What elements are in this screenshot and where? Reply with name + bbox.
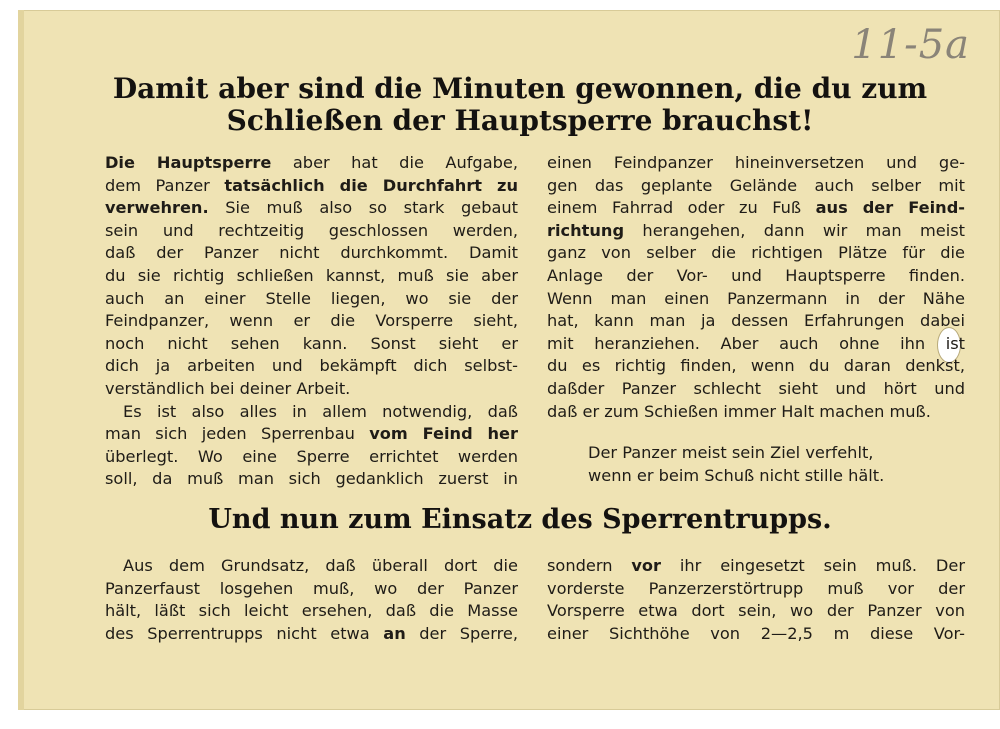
col4-line-1: sondern vor ihr eingesetzt sein muß. Der (547, 556, 965, 575)
col1-line-4: sein und rechtzeitig geschlossen werden, (105, 220, 518, 240)
col4-line-3: Vorsperre etwa dort sein, wo der Panzer von (547, 601, 965, 621)
column-3 (105, 555, 518, 645)
col2-line-1: einen Feindpanzer hineinversetzen und ge- (547, 153, 965, 172)
headline-2: Und nun zum Einsatz des Sperrentrupps. (208, 504, 832, 535)
rhyme (588, 442, 884, 487)
col3-line-1: Aus dem Grundsatz, daß überall dort die (123, 556, 518, 575)
col2-line-5: ganz von selber die richtigen Plätze für die (547, 243, 965, 263)
col1-line-10: dich ja arbeiten und bekämpft dich selbst- (105, 356, 518, 376)
col1-line-5: daß der Panzer nicht durchkommt. Damit (105, 243, 518, 263)
col3-line-3: hält, läßt sich leicht ersehen, daß die Masse (105, 601, 518, 621)
col4-line-4: einer Sichthöhe von 2—2,5 m diese Vor- (547, 623, 965, 643)
col1-line-7: auch an einer Stelle liegen, wo sie der (105, 288, 518, 308)
col2-line-9: mit heranziehen. Aber auch ohne ihn ist (547, 333, 965, 353)
col4-line-2: vorderste Panzerzerstörtrupp muß vor der (547, 578, 965, 598)
col1-line-12: Es ist also alles in allem notwendig, daß (123, 401, 518, 421)
col2-line-2: gen das geplante Gelände auch selber mit (547, 175, 965, 195)
col2-line-12: daß er zum Schießen immer Halt machen muß. (547, 401, 931, 421)
col2-line-7: Wenn man einen Panzermann in der Nähe (547, 288, 965, 308)
col1-line-15: soll, da muß man sich gedanklich zuerst in (105, 469, 518, 489)
rhyme-line-2: wenn er beim Schuß nicht stille hält. (588, 465, 885, 485)
col2-line-8: hat, kann man ja dessen Erfahrungen dabei (547, 311, 965, 331)
col3-line-4: des Sperrentrupps nicht etwa an der Sperre, (105, 623, 519, 643)
handwritten-annotation: 11-5a (851, 22, 970, 68)
col1-line-6: du sie richtig schließen kannst, muß sie aber (105, 265, 518, 285)
col2-line-10: du es richtig finden, wenn du daran denkst, (547, 356, 965, 376)
col2-line-11: daßder Panzer schlecht sieht und hört und (547, 378, 965, 398)
col1-line-11: verständlich bei deiner Arbeit. (105, 378, 351, 398)
col2-line-3: einem Fahrrad oder zu Fuß aus der Feind- (547, 198, 966, 218)
col1-line-2: dem Panzer tatsächlich die Durchfahrt zu (105, 175, 518, 195)
column-1 (105, 152, 518, 491)
headline-1-line-1: Damit aber sind die Minuten gewonnen, die du zum (112, 72, 928, 105)
rhyme-line-1: Der Panzer meist sein Ziel verfehlt, (588, 443, 874, 462)
col2-line-4: richtung herangehen, dann wir man meist (547, 220, 965, 240)
col3-line-2: Panzerfaust losgehen muß, wo der Panzer (105, 578, 518, 598)
col1-line-1: Die Hauptsperre aber hat die Aufgabe, (105, 153, 518, 172)
col1-line-8: Feindpanzer, wenn er die Vorsperre sieht, (105, 311, 518, 331)
col2-line-6: Anlage der Vor- und Hauptsperre finden. (547, 265, 965, 285)
col1-line-9: noch nicht sehen kann. Sonst sieht er (105, 333, 518, 353)
column-2 (547, 152, 965, 423)
headline-1-line-2: Schließen der Hauptsperre brauchst! (226, 104, 814, 137)
col1-line-13: man sich jeden Sperrenbau vom Feind her (105, 424, 518, 444)
col1-line-3: verwehren. Sie muß also so stark gebaut (105, 198, 518, 218)
column-4 (547, 555, 965, 645)
col1-line-14: überlegt. Wo eine Sperre errichtet werden (105, 446, 518, 466)
